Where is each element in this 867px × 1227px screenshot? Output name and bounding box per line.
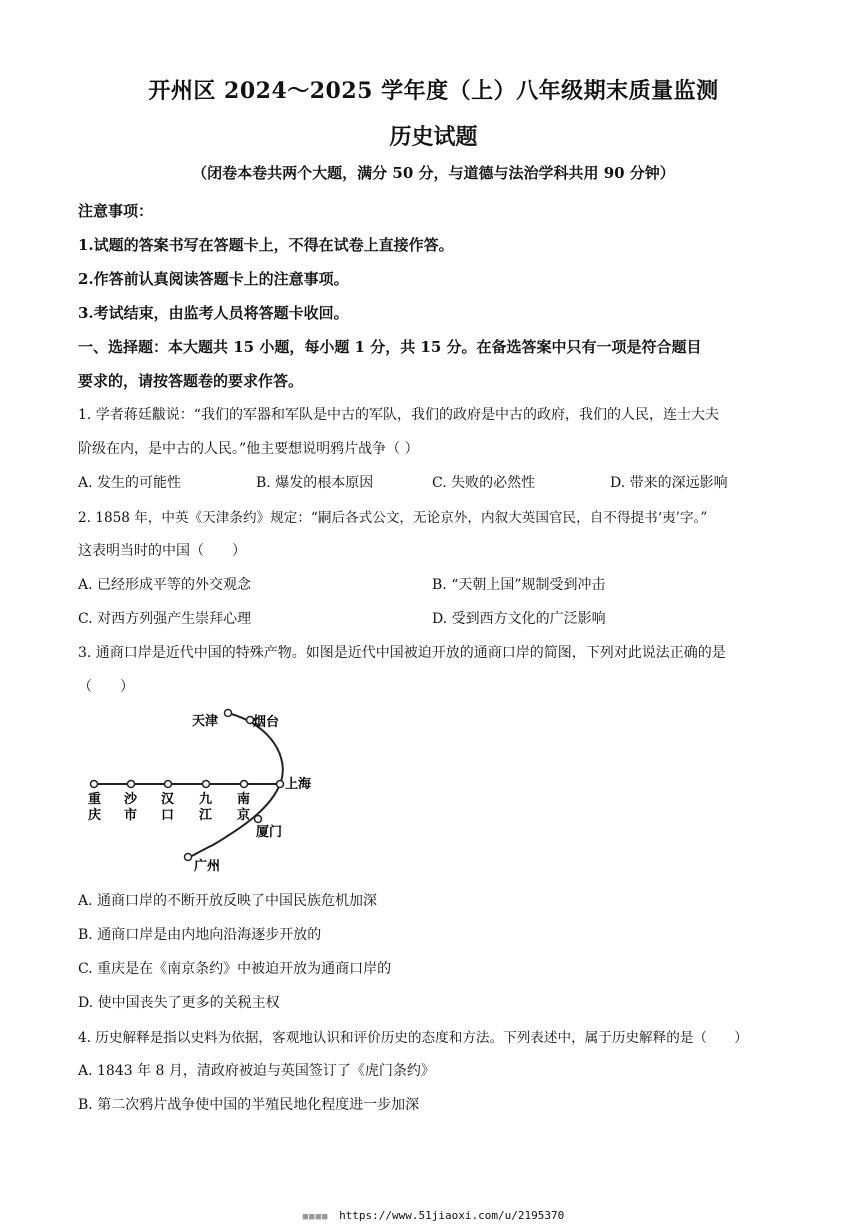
question-1-option-d: D. 带来的深远影响 [610, 475, 728, 491]
label-nanjing-1: 南 [237, 792, 251, 807]
footer-url[interactable]: https://www.51jiaoxi.com/u/2195370 [339, 1209, 565, 1222]
question-4-option-a: A. 1843 年 8 月，清政府被迫与英国签订了《虎门条约》 [78, 1063, 435, 1079]
shashi-node [128, 781, 135, 788]
label-jiujiang-2: 江 [199, 808, 213, 823]
label-nanjing-2: 京 [237, 808, 251, 823]
question-3-text: 3. 通商口岸是近代中国的特殊产物。如图是近代中国被迫开放的通商口岸的简图，下列对此说法正确的是 [78, 645, 726, 661]
label-shanghai: 上海 [285, 777, 312, 792]
question-2-option-c: C. 对西方列强产生崇拜心理 [78, 611, 252, 627]
instructions-heading: 注意事项： [78, 202, 154, 220]
instruction-item: 1.试题的答案书写在答题卡上，不得在试卷上直接作答。 [78, 236, 454, 254]
section-heading-cont: 要求的，请按答题卷的要求作答。 [78, 372, 304, 390]
label-hankou-1: 汉 [161, 792, 175, 807]
exam-subtitle: 历史试题 [389, 124, 478, 150]
question-2-text: 2. 1858 年，中英《天津条约》规定：“嗣后各式公文，无论京外，内叙大英国官民，自不得提书‘夷’字。” [78, 510, 708, 526]
question-1-option-a: A. 发生的可能性 [78, 475, 182, 491]
xiamen-node [255, 816, 262, 823]
label-guangzhou: 广州 [194, 859, 221, 874]
question-3-option-b: B. 通商口岸是由内地向沿海逐步开放的 [78, 927, 322, 943]
label-shashi-2: 市 [124, 808, 138, 823]
treaty-ports-map [78, 700, 338, 880]
label-tianjin: 天津 [192, 714, 219, 729]
question-3-option-d: D. 使中国丧失了更多的关税主权 [78, 995, 280, 1011]
question-3-text-cont: （ ） [78, 679, 134, 695]
question-3-option-c: C. 重庆是在《南京条约》中被迫开放为通商口岸的 [78, 961, 392, 977]
question-2-option-d: D. 受到西方文化的广泛影响 [432, 611, 606, 627]
footer [0, 1209, 867, 1222]
label-jiujiang-1: 九 [199, 792, 213, 807]
label-chongqing-1: 重 [88, 792, 102, 807]
question-1-text: 1. 学者蒋廷黻说：“我们的军器和军队是中古的军队，我们的政府是中古的政府，我们的人民，连士大夫 [78, 407, 719, 423]
question-2-option-a: A. 已经形成平等的外交观念 [78, 577, 252, 593]
tianjin-node [225, 710, 232, 717]
question-3-option-a: A. 通商口岸的不断开放反映了中国民族危机加深 [78, 893, 378, 909]
label-shashi-1: 沙 [124, 792, 138, 807]
exam-note: （闭卷本卷共两个大题，满分 50 分，与道德与法治学科共用 90 分钟） [192, 164, 675, 182]
question-2-option-b: B. “天朝上国”规制受到冲击 [432, 577, 606, 593]
guangzhou-node [185, 854, 192, 861]
question-1-text-cont: 阶级在内，是中古的人民。”他主要想说明鸦片战争（ ） [78, 441, 419, 457]
instruction-item: 2.作答前认真阅读答题卡上的注意事项。 [78, 270, 349, 288]
label-xiamen: 厦门 [256, 825, 283, 840]
section-heading: 一、选择题：本大题共 15 小题，每小题 1 分，共 15 分。在备选答案中只有一项是符合题目 [78, 338, 702, 356]
question-4-option-b: B. 第二次鸦片战争使中国的半殖民地化程度进一步加深 [78, 1097, 420, 1113]
label-chongqing-2: 庆 [88, 808, 102, 823]
question-2-text-cont: 这表明当时的中国（ ） [78, 543, 246, 559]
question-1-option-c: C. 失败的必然性 [432, 475, 536, 491]
question-1-option-b: B. 爆发的根本原因 [256, 475, 374, 491]
chongqing-node [91, 781, 98, 788]
hankou-node [165, 781, 172, 788]
label-hankou-2: 口 [161, 808, 175, 823]
nanjing-node [241, 781, 248, 788]
jiujiang-node [203, 781, 210, 788]
footer-dots: ■■■■ [302, 1212, 329, 1222]
question-4-text: 4. 历史解释是指以史料为依据，客观地认识和评价历史的态度和方法。下列表述中，属于历史解释的是（ ） [78, 1030, 748, 1046]
shanghai-node [277, 781, 284, 788]
label-yantai: 烟台 [253, 715, 280, 730]
exam-title: 开州区 2024～2025 学年度（上）八年级期末质量监测 [148, 78, 719, 104]
instruction-item: 3.考试结束，由监考人员将答题卡收回。 [78, 304, 349, 322]
